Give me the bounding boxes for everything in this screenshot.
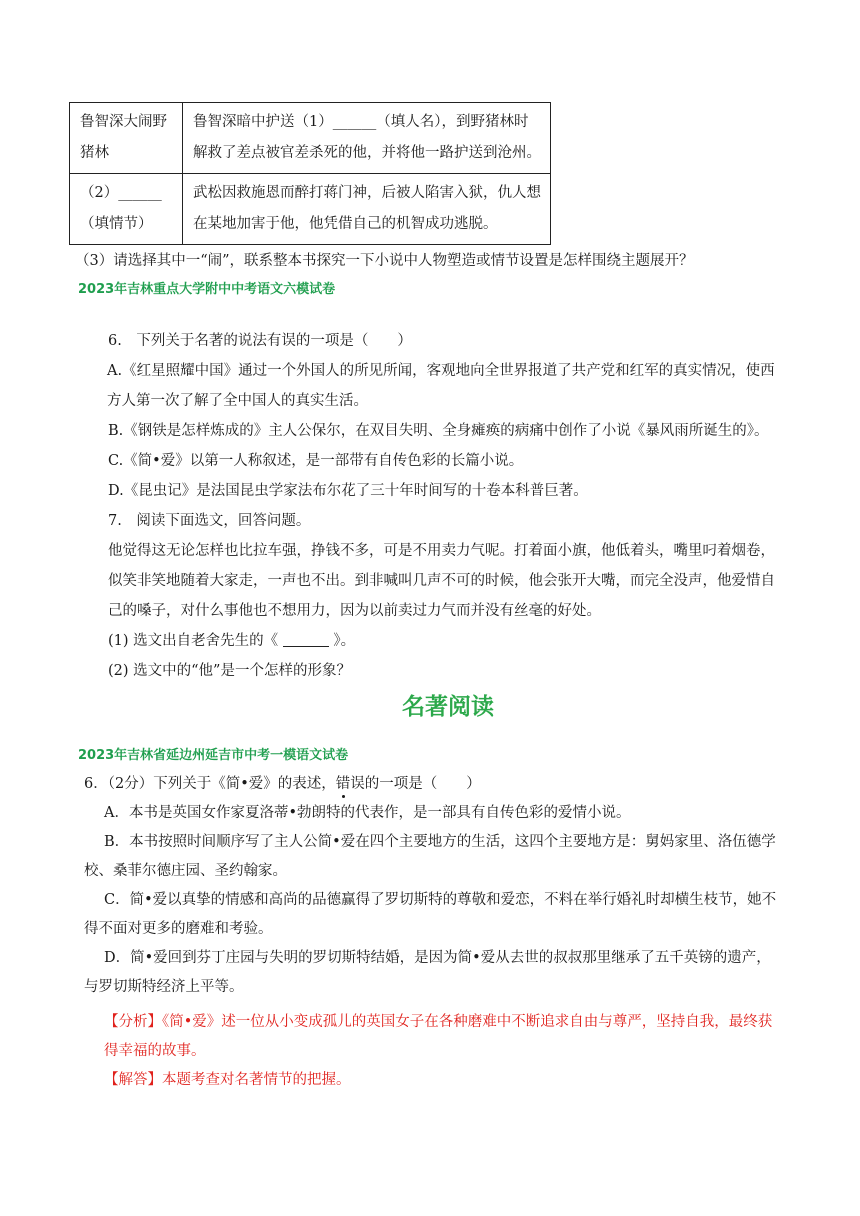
question-6b-end: 误的一项是（ ） [350, 776, 481, 792]
sub-question-1-text: (1) 选文出自老舍先生的《 [108, 633, 279, 649]
option-c: C.《简•爱》以第一人称叙述，是一部带有自传色彩的长篇小说。 [108, 453, 524, 469]
option-d: D.《昆虫记》是法国昆虫学家法布尔花了三十年时间写的十卷本科普巨著。 [108, 483, 588, 499]
emphasis-mark: 错 [335, 776, 351, 792]
option-a: A.《红星照耀中国》通过一个外国人的所见所闻，客观地向全世界报道了共产党和红军的真实情况，使西方人第一次了解了全中国人的真实生活。 [107, 363, 775, 409]
section-heading: 名著阅读 [402, 694, 494, 720]
question-3: （3）请选择其中一“闹”，联系整本书探究一下小说中人物塑造或情节设置是怎样围绕主题展开？ [75, 253, 694, 269]
source-title-1: 2023年吉林重点大学附中中考语文六模试卷 [78, 282, 336, 297]
table-row [70, 174, 551, 245]
table-row [70, 103, 551, 174]
source-title-2: 2023年吉林省延边州延吉市中考一模语文试卷 [78, 748, 349, 763]
sub-question-1 [108, 626, 788, 656]
answer-label [84, 1066, 784, 1095]
option-b: B．本书按照时间顺序写了主人公简•爱在四个主要地方的生活，这四个主要地方是：舅妈家里、洛伍德学校、桑菲尔德庄园、圣约翰家。 [84, 834, 776, 879]
answer-body: 本题考查对名著情节的把握。 [162, 1072, 351, 1088]
analysis-text: 【分析】《简•爱》述一位从小变成孤儿的英国女子在各种磨难中不断追求自由与尊严，坚持自我，最终获得幸福的故事。 [104, 1014, 773, 1059]
sub-question-2: (2) 选文中的“他”是一个怎样的形象？ [108, 663, 351, 679]
plot-table [69, 102, 551, 245]
option-a: A．本书是英国女作家夏洛蒂•勃朗特的代表作，是一部具有自传色彩的爱情小说。 [104, 805, 631, 821]
question-6b-stem: 6．（2分）下列关于《简•爱》的表述， [84, 776, 336, 792]
answer-blank [283, 632, 329, 648]
question-6: 6. 下列关于名著的说法有误的一项是（ ） [108, 333, 412, 349]
sub-question-1-close: 》。 [333, 633, 356, 649]
table-cell: 鲁智深暗中护送（1）______（填人名），到野猪林时解救了差点被官差杀死的他，并将他一路护送到沧州。 [183, 103, 551, 174]
question-6b [84, 770, 784, 799]
answer-text [104, 1072, 351, 1088]
question-block-2 [84, 770, 784, 1095]
option-d: D．简•爱回到芬丁庄园与失明的罗切斯特结婚，是因为简•爱从去世的叔叔那里继承了五千英镑的遗产，与罗切斯特经济上平等。 [84, 950, 771, 995]
question-7: 7. 阅读下面选文，回答问题。 [108, 513, 311, 529]
option-c: C．简•爱以真挚的情感和高尚的品德赢得了罗切斯特的尊敬和爱恋，不料在举行婚礼时却横生枝节，她不得不面对更多的磨难和考验。 [84, 892, 777, 937]
table-cell: 武松因救施恩而醉打蒋门神，后被人陷害入狱，仇人想在某地加害于他，他凭借自己的机智成功逃脱。 [183, 174, 551, 245]
table-cell: 鲁智深大闹野猪林 [70, 103, 183, 174]
option-b: B.《钢铁是怎样炼成的》主人公保尔，在双目失明、全身瘫痪的病痛中创作了小说《暴风雨所诞生的》。 [108, 423, 769, 439]
question-block-1 [108, 326, 788, 686]
passage: 他觉得这无论怎样也比拉车强，挣钱不多，可是不用卖力气呢。打着面小旗，他低着头，嘴里叼着烟卷，似笑非笑地随着大家走，一声也不出。到非喊叫几声不可的时候，他会张开大嘴，而完全没声，他爱惜自己的嗓子，对什么事他也不想用力，因为以前卖过力气而并没有丝毫的好处。 [108, 543, 775, 619]
answer-bracket: 【解答】 [104, 1072, 162, 1088]
table-cell: （2）______（填情节） [70, 174, 183, 245]
